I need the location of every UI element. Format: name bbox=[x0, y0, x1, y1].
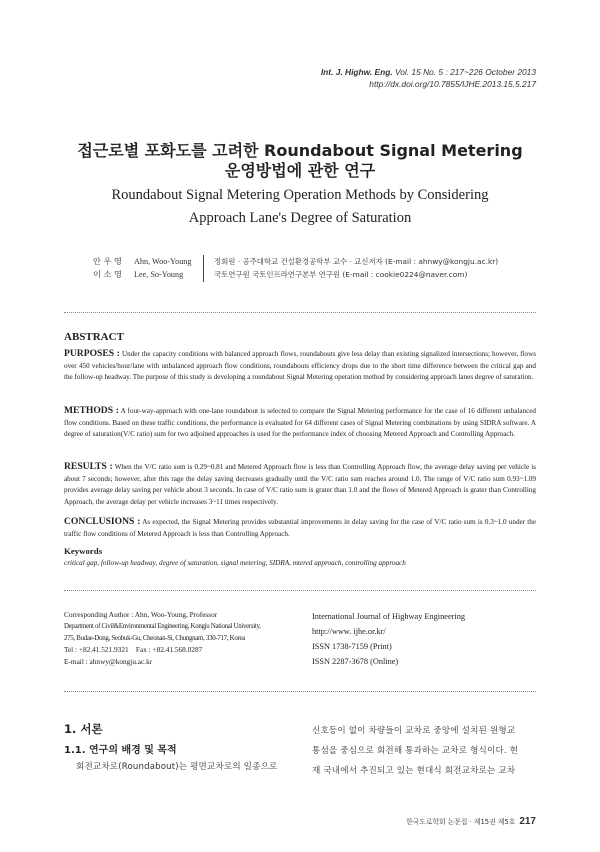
corr-email: E-mail : ahnwy@kongju.ac.kr bbox=[64, 657, 153, 667]
keywords-heading: Keywords bbox=[64, 546, 103, 556]
issn-print: ISSN 1738-7159 (Print) bbox=[312, 642, 392, 651]
results-label: RESULTS : bbox=[64, 461, 113, 472]
author-1-affiliation: 정회원 · 공주대학교 건설환경공학부 교수 · 교신저자 (E-mail : ahnwy@kongju.ac.kr) bbox=[214, 257, 499, 266]
abstract-purposes bbox=[64, 348, 536, 384]
journal-header bbox=[321, 66, 536, 90]
journal-url[interactable]: http://www. ijhe.or.kr/ bbox=[312, 627, 386, 636]
abstract-methods bbox=[64, 405, 536, 441]
corr-author: Corresponding Author : Ahn, Woo-Young, Professor bbox=[64, 610, 218, 619]
journal-name: International Journal of Highway Engineering bbox=[312, 612, 465, 621]
author-1-name-en: Ahn, Woo-Young bbox=[134, 257, 192, 266]
author-2-affiliation: 국토연구원 국토인프라연구본부 연구원 (E-mail : cookie0224@naver.com) bbox=[214, 270, 468, 279]
title-english bbox=[0, 184, 600, 230]
journal-abbr: Int. J. Highw. Eng. bbox=[320, 67, 393, 77]
author-1-name-ko: 안 우 영 bbox=[93, 256, 122, 266]
corresponding-author-block bbox=[64, 609, 274, 668]
body-right-column bbox=[312, 721, 538, 781]
doi-link[interactable]: http://dx.doi.org/10.7855/IJHE.2013.15.5.217 bbox=[369, 79, 536, 89]
abstract-results bbox=[64, 461, 536, 508]
abstract-heading: ABSTRACT bbox=[64, 331, 124, 343]
issn-online: ISSN 2287-3678 (Online) bbox=[312, 657, 399, 666]
section-heading-1: 1. 서론 bbox=[64, 722, 103, 736]
section-heading-1-1: 1.1. 연구의 배경 및 목적 bbox=[64, 745, 177, 756]
page-footer bbox=[406, 816, 536, 827]
footer-journal: 한국도로학회 논문집 · 제15권 제5호 bbox=[406, 818, 516, 826]
title-english-line2: Approach Lane's Degree of Saturation bbox=[188, 210, 412, 226]
dotted-divider bbox=[64, 312, 536, 313]
author-names-english bbox=[134, 255, 204, 281]
keywords-text: critical gap, follow-up headway, degree of saturation, signal metering, SIDRA, mtered approach, controlling approach bbox=[64, 559, 406, 567]
corr-tel-fax: Tel : +82.41.521.9321 Fax : +82.41.568.0287 bbox=[64, 645, 203, 655]
corr-address: 275, Budae-Dong, Seobuk-Gu, Cheonan-Si, Chungnam, 330-717, Korea bbox=[64, 634, 245, 642]
body-right-line3: 재 국내에서 추진되고 있는 현대식 회전교차로는 교차 bbox=[312, 766, 516, 776]
purposes-label: PURPOSES : bbox=[64, 348, 120, 359]
author-2-name-en: Lee, So-Young bbox=[134, 270, 184, 279]
purposes-text: Under the capacity conditions with balanced approach flows, roundabouts give less delay than existing signalized intersections; however, flows over 450 vehicles/hour/lane with unbalanced approach flow conditions, roundabouts efficiency drops due to the short time difference between the critical gap and the follow-up headway. The purpose of this study is developing a roundabout Signal Metering operation method by considering approach lanes degree of saturation. bbox=[64, 350, 537, 382]
author-affiliations bbox=[214, 255, 498, 281]
author-divider bbox=[203, 255, 204, 282]
abstract-conclusions bbox=[64, 516, 536, 540]
title-english-line1: Roundabout Signal Metering Operation Methods by Considering bbox=[111, 187, 489, 203]
title-korean-line1: 접근로별 포화도를 고려한 Roundabout Signal Metering bbox=[77, 141, 523, 160]
results-text: When the V/C ratio sum is 0.29~0.81 and Metered Approach flow is less than Controlling Approach flow, the average delay saving per vehicle is about 7 seconds; however, after this rage the delay saving decreases gradually until the V/C ratio sum reaches around 1.0. The range of V/C ratio sum 0.93~1.09 provides average delay saving per vehicle about 3 seconds. In case of V/C ratio sum is grater than 1.0 and the flows of Metered Approach is grater than Controlling Approach, the average delay per vehicle increases 3~11 times respectively. bbox=[64, 463, 536, 506]
methods-text: A four-way-approach with one-lane roundabout is selected to compare the Signal Metering performance for the case of 16 different unbalanced flow conditions. Based on these traffic conditions, the performance is evaluated for 64 different cases of Signal Metering combinations by using SIDRA software. A degree of saturation(V/C ratio) sum for two adjoined approaches is used for the performance index of choosing Metered Approach and Controlling Approach. bbox=[64, 407, 536, 439]
dotted-divider bbox=[64, 691, 536, 692]
body-right-line1: 신호등이 없이 차량들이 교차로 중앙에 설치된 원형교 bbox=[312, 726, 516, 736]
title-korean bbox=[0, 141, 600, 181]
dotted-divider bbox=[64, 590, 536, 591]
methods-label: METHODS : bbox=[64, 405, 119, 416]
journal-volume: Vol. 15 No. 5 : 217~226 October 2013 bbox=[394, 67, 536, 77]
author-names-korean bbox=[93, 255, 129, 281]
body-left-line1: 회전교차로(Roundabout)는 평면교차로의 일종으로 bbox=[76, 762, 278, 772]
conclusions-label: CONCLUSIONS : bbox=[64, 516, 141, 527]
corr-dept: Department of Civil&Environmental Engineering, Kongju National University, bbox=[64, 622, 261, 630]
title-korean-line2: 운영방법에 관한 연구 bbox=[224, 161, 376, 180]
journal-info-block bbox=[312, 609, 465, 669]
conclusions-text: As expected, the Signal Metering provides substantial improvements in delay saving for the case of V/C ratio sum is 0.3~1.0 under the traffic flow conditions of Metered Approach is less than Controlling Approach. bbox=[64, 518, 536, 538]
author-2-name-ko: 이 소 영 bbox=[93, 269, 122, 279]
body-right-line2: 통섬을 중심으로 회전해 통과하는 교차로 형식이다. 현 bbox=[312, 746, 519, 756]
page-number: 217 bbox=[519, 816, 536, 827]
